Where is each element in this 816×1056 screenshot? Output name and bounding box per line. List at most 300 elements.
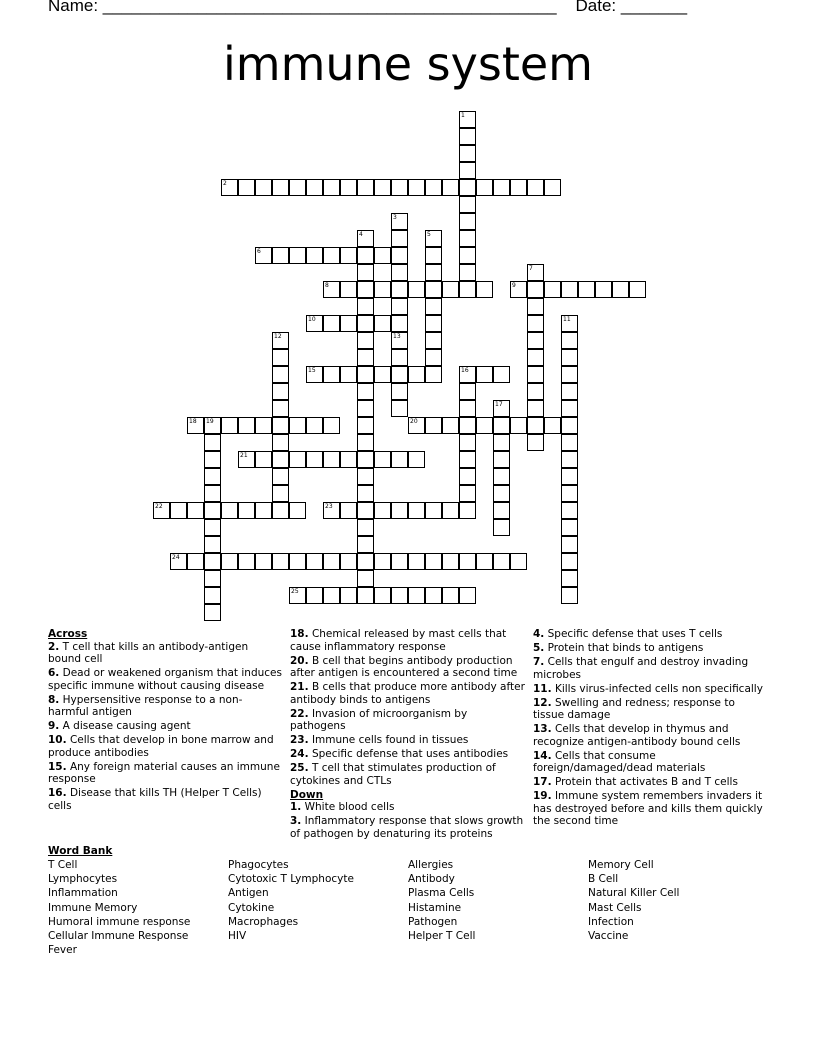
grid-cell[interactable] [357, 434, 374, 451]
grid-cell[interactable] [459, 179, 476, 196]
grid-cell[interactable] [357, 451, 374, 468]
grid-cell[interactable] [272, 434, 289, 451]
grid-cell[interactable] [442, 502, 459, 519]
grid-cell[interactable] [340, 451, 357, 468]
clue-number: 22. [290, 707, 309, 720]
grid-cell[interactable] [187, 417, 204, 434]
across-clue [48, 761, 283, 786]
grid-cell[interactable] [306, 315, 323, 332]
clue-text: Protein that activates B and T cells [551, 776, 738, 788]
grid-cell[interactable] [425, 264, 442, 281]
grid-cell[interactable] [459, 264, 476, 281]
page-title: immune system [223, 37, 593, 91]
word-bank-entry: Inflammation [48, 887, 118, 900]
grid-cell[interactable] [272, 383, 289, 400]
grid-cell[interactable] [561, 570, 578, 587]
across-clue [290, 628, 525, 653]
clue-number: 15 [308, 367, 316, 374]
grid-cell[interactable] [476, 553, 493, 570]
grid-cell[interactable] [408, 451, 425, 468]
grid-cell[interactable] [442, 179, 459, 196]
grid-cell[interactable] [493, 400, 510, 417]
grid-cell[interactable] [357, 536, 374, 553]
grid-cell[interactable] [493, 485, 510, 502]
grid-cell[interactable] [442, 417, 459, 434]
grid-cell[interactable] [340, 502, 357, 519]
clues-column-1 [48, 628, 283, 814]
grid-cell[interactable] [527, 264, 544, 281]
grid-cell[interactable] [442, 587, 459, 604]
grid-cell[interactable] [306, 553, 323, 570]
across-clue [290, 734, 525, 747]
clue-text: Protein that binds to antigens [544, 642, 704, 654]
grid-cell[interactable] [391, 247, 408, 264]
grid-cell[interactable] [425, 502, 442, 519]
grid-cell[interactable] [527, 332, 544, 349]
grid-cell[interactable] [425, 417, 442, 434]
down-clue [533, 697, 768, 722]
grid-cell[interactable] [255, 417, 272, 434]
grid-cell[interactable] [425, 298, 442, 315]
grid-cell[interactable] [289, 587, 306, 604]
grid-cell[interactable] [561, 553, 578, 570]
grid-cell[interactable] [459, 502, 476, 519]
grid-cell[interactable] [561, 519, 578, 536]
grid-cell[interactable] [561, 468, 578, 485]
grid-cell[interactable] [425, 315, 442, 332]
grid-cell[interactable] [391, 400, 408, 417]
grid-cell[interactable] [357, 179, 374, 196]
grid-cell[interactable] [425, 247, 442, 264]
grid-cell[interactable] [357, 502, 374, 519]
grid-cell[interactable] [306, 417, 323, 434]
clue-number: 23. [290, 734, 309, 746]
grid-cell[interactable] [340, 281, 357, 298]
clue-text: Hypersensitive response to a non-harmful antigen [48, 693, 243, 718]
down-clue [533, 628, 768, 641]
grid-cell[interactable] [357, 417, 374, 434]
across-clue [290, 708, 525, 733]
grid-cell[interactable] [204, 587, 221, 604]
grid-cell[interactable] [340, 553, 357, 570]
clue-text: B cells that produce more antibody after antibody binds to antigens [290, 681, 525, 706]
grid-cell[interactable] [493, 434, 510, 451]
grid-cell[interactable] [391, 502, 408, 519]
grid-cell[interactable] [204, 604, 221, 621]
clue-number: 8 [325, 282, 329, 289]
word-bank-entry: Mast Cells [588, 901, 642, 914]
across-heading: Across [48, 628, 88, 640]
down-clue [533, 750, 768, 775]
grid-cell[interactable] [459, 587, 476, 604]
grid-cell[interactable] [527, 315, 544, 332]
grid-cell[interactable] [476, 179, 493, 196]
grid-cell[interactable] [459, 230, 476, 247]
clue-number: 21. [290, 681, 309, 693]
clue-text: Cells that engulf and destroy invading microbes [533, 656, 749, 681]
clue-number: 23 [325, 503, 333, 510]
clue-number: 1. [290, 801, 302, 813]
grid-cell[interactable] [391, 553, 408, 570]
word-bank-entry: Natural Killer Cell [588, 887, 680, 900]
grid-cell[interactable] [442, 281, 459, 298]
clue-number: 17 [495, 401, 503, 408]
grid-cell[interactable] [221, 553, 238, 570]
clue-text: Specific defense that uses antibodies [308, 748, 509, 760]
grid-cell[interactable] [170, 553, 187, 570]
grid-cell[interactable] [561, 383, 578, 400]
grid-cell[interactable] [425, 281, 442, 298]
grid-cell[interactable] [510, 553, 527, 570]
grid-cell[interactable] [221, 417, 238, 434]
grid-cell[interactable] [595, 281, 612, 298]
grid-cell[interactable] [323, 281, 340, 298]
clue-number: 7 [529, 265, 533, 272]
grid-cell[interactable] [459, 145, 476, 162]
clue-text: Any foreign material causes an immune response [48, 760, 280, 785]
grid-cell[interactable] [476, 417, 493, 434]
grid-cell[interactable] [255, 247, 272, 264]
word-bank-entry: HIV [228, 930, 247, 943]
grid-cell[interactable] [255, 553, 272, 570]
grid-cell[interactable] [527, 179, 544, 196]
grid-cell[interactable] [527, 281, 544, 298]
grid-cell[interactable] [272, 400, 289, 417]
grid-cell[interactable] [238, 417, 255, 434]
clue-number: 10 [308, 316, 316, 323]
grid-cell[interactable] [459, 162, 476, 179]
grid-cell[interactable] [272, 247, 289, 264]
grid-cell[interactable] [340, 247, 357, 264]
grid-cell[interactable] [544, 179, 561, 196]
grid-cell[interactable] [510, 281, 527, 298]
grid-cell[interactable] [425, 553, 442, 570]
grid-cell[interactable] [323, 553, 340, 570]
grid-cell[interactable] [272, 417, 289, 434]
grid-cell[interactable] [153, 502, 170, 519]
grid-cell[interactable] [391, 281, 408, 298]
grid-cell[interactable] [204, 570, 221, 587]
grid-cell[interactable] [578, 281, 595, 298]
grid-cell[interactable] [408, 502, 425, 519]
down-clue [533, 683, 768, 696]
grid-cell[interactable] [204, 434, 221, 451]
grid-cell[interactable] [459, 196, 476, 213]
grid-cell[interactable] [357, 553, 374, 570]
clue-number: 20 [410, 418, 418, 425]
grid-cell[interactable] [221, 179, 238, 196]
clue-number: 4 [359, 231, 363, 238]
down-clue [533, 723, 768, 748]
grid-cell[interactable] [459, 128, 476, 145]
grid-cell[interactable] [425, 179, 442, 196]
grid-cell[interactable] [323, 451, 340, 468]
grid-cell[interactable] [374, 366, 391, 383]
grid-cell[interactable] [527, 298, 544, 315]
grid-cell[interactable] [204, 519, 221, 536]
grid-cell[interactable] [527, 400, 544, 417]
down-clue [533, 642, 768, 655]
grid-cell[interactable] [272, 502, 289, 519]
grid-cell[interactable] [425, 230, 442, 247]
clue-text: White blood cells [301, 801, 395, 813]
word-bank-entry: Cytotoxic T Lymphocyte [228, 873, 354, 886]
grid-cell[interactable] [476, 281, 493, 298]
grid-cell[interactable] [357, 485, 374, 502]
grid-cell[interactable] [612, 281, 629, 298]
grid-cell[interactable] [561, 485, 578, 502]
grid-cell[interactable] [459, 383, 476, 400]
grid-cell[interactable] [238, 179, 255, 196]
grid-cell[interactable] [374, 553, 391, 570]
grid-cell[interactable] [527, 383, 544, 400]
grid-cell[interactable] [408, 417, 425, 434]
grid-cell[interactable] [391, 315, 408, 332]
grid-cell[interactable] [391, 213, 408, 230]
grid-cell[interactable] [493, 417, 510, 434]
grid-cell[interactable] [357, 400, 374, 417]
clue-text: T cell that kills an antibody-antigen bound cell [48, 640, 249, 665]
word-bank-heading: Word Bank [48, 845, 113, 857]
grid-cell[interactable] [272, 349, 289, 366]
grid-cell[interactable] [204, 502, 221, 519]
grid-cell[interactable] [391, 451, 408, 468]
grid-cell[interactable] [527, 417, 544, 434]
down-clue [533, 776, 768, 789]
grid-cell[interactable] [289, 247, 306, 264]
clue-number: 15. [48, 760, 67, 773]
grid-cell[interactable] [323, 587, 340, 604]
grid-cell[interactable] [459, 434, 476, 451]
grid-cell[interactable] [391, 332, 408, 349]
grid-cell[interactable] [391, 366, 408, 383]
grid-cell[interactable] [170, 502, 187, 519]
grid-cell[interactable] [357, 366, 374, 383]
clue-number: 16. [48, 787, 67, 799]
grid-cell[interactable] [561, 417, 578, 434]
word-bank-entry: Vaccine [588, 930, 629, 943]
grid-cell[interactable] [561, 349, 578, 366]
grid-cell[interactable] [306, 247, 323, 264]
grid-cell[interactable] [442, 553, 459, 570]
clue-number: 25. [290, 762, 309, 774]
grid-cell[interactable] [391, 179, 408, 196]
clue-text: Dead or weakened organism that induces specific immune without causing disease [48, 667, 282, 692]
grid-cell[interactable] [357, 332, 374, 349]
word-bank-entry: Antigen [228, 887, 269, 900]
grid-cell[interactable] [459, 417, 476, 434]
grid-cell[interactable] [493, 502, 510, 519]
clue-number: 12 [274, 333, 282, 340]
grid-cell[interactable] [340, 366, 357, 383]
grid-cell[interactable] [544, 281, 561, 298]
grid-cell[interactable] [374, 451, 391, 468]
grid-cell[interactable] [391, 587, 408, 604]
grid-cell[interactable] [391, 383, 408, 400]
clue-text: A disease causing agent [59, 720, 191, 732]
across-clue [48, 641, 283, 666]
clue-number: 22 [155, 503, 163, 510]
grid-cell[interactable] [357, 247, 374, 264]
grid-cell[interactable] [187, 502, 204, 519]
grid-cell[interactable] [527, 434, 544, 451]
grid-cell[interactable] [255, 451, 272, 468]
grid-cell[interactable] [527, 349, 544, 366]
grid-cell[interactable] [425, 587, 442, 604]
grid-cell[interactable] [357, 230, 374, 247]
grid-cell[interactable] [493, 451, 510, 468]
grid-cell[interactable] [272, 485, 289, 502]
grid-cell[interactable] [238, 502, 255, 519]
grid-cell[interactable] [408, 366, 425, 383]
grid-cell[interactable] [374, 247, 391, 264]
grid-cell[interactable] [238, 553, 255, 570]
clue-text: Kills virus-infected cells non specifically [551, 682, 763, 695]
grid-cell[interactable] [357, 570, 374, 587]
grid-cell[interactable] [459, 281, 476, 298]
word-bank-column [588, 858, 679, 943]
grid-cell[interactable] [306, 451, 323, 468]
grid-cell[interactable] [340, 315, 357, 332]
grid-cell[interactable] [493, 468, 510, 485]
grid-cell[interactable] [272, 179, 289, 196]
grid-cell[interactable] [527, 366, 544, 383]
across-clue [290, 681, 525, 706]
grid-cell[interactable] [459, 366, 476, 383]
grid-cell[interactable] [323, 315, 340, 332]
grid-cell[interactable] [561, 502, 578, 519]
grid-cell[interactable] [459, 485, 476, 502]
grid-cell[interactable] [408, 553, 425, 570]
grid-cell[interactable] [493, 519, 510, 536]
grid-cell[interactable] [357, 315, 374, 332]
grid-cell[interactable] [289, 417, 306, 434]
grid-cell[interactable] [425, 332, 442, 349]
name-date-line: Name: ________________________________________________ Date: _______ [48, 0, 688, 15]
grid-cell[interactable] [544, 417, 561, 434]
clue-text: Invasion of microorganism by pathogens [290, 707, 468, 732]
grid-cell[interactable] [391, 349, 408, 366]
grid-cell[interactable] [493, 366, 510, 383]
grid-cell[interactable] [374, 315, 391, 332]
grid-cell[interactable] [629, 281, 646, 298]
clue-text: Immune system remembers invaders it has destroyed before and kills them quickly the second time [533, 790, 763, 827]
grid-cell[interactable] [374, 587, 391, 604]
grid-cell[interactable] [459, 553, 476, 570]
clue-number: 21 [240, 452, 248, 459]
grid-cell[interactable] [272, 332, 289, 349]
word-bank-column [48, 858, 190, 957]
grid-cell[interactable] [374, 281, 391, 298]
grid-cell[interactable] [272, 451, 289, 468]
grid-cell[interactable] [391, 298, 408, 315]
grid-cell[interactable] [459, 213, 476, 230]
grid-cell[interactable] [204, 417, 221, 434]
clue-number: 12. [533, 696, 552, 709]
grid-cell[interactable] [272, 553, 289, 570]
grid-cell[interactable] [255, 502, 272, 519]
grid-cell[interactable] [476, 366, 493, 383]
grid-cell[interactable] [561, 536, 578, 553]
grid-cell[interactable] [391, 230, 408, 247]
grid-cell[interactable] [510, 179, 527, 196]
grid-cell[interactable] [357, 587, 374, 604]
grid-cell[interactable] [306, 179, 323, 196]
grid-cell[interactable] [425, 366, 442, 383]
grid-cell[interactable] [357, 264, 374, 281]
grid-cell[interactable] [204, 485, 221, 502]
grid-cell[interactable] [561, 332, 578, 349]
grid-cell[interactable] [357, 383, 374, 400]
grid-cell[interactable] [561, 451, 578, 468]
grid-cell[interactable] [459, 451, 476, 468]
grid-cell[interactable] [255, 179, 272, 196]
grid-cell[interactable] [459, 247, 476, 264]
grid-cell[interactable] [306, 587, 323, 604]
grid-cell[interactable] [323, 366, 340, 383]
grid-cell[interactable] [323, 502, 340, 519]
grid-cell[interactable] [340, 587, 357, 604]
across-clue [290, 762, 525, 787]
clue-text: Specific defense that uses T cells [544, 628, 723, 640]
grid-cell[interactable] [425, 349, 442, 366]
grid-cell[interactable] [561, 587, 578, 604]
grid-cell[interactable] [204, 468, 221, 485]
grid-cell[interactable] [272, 366, 289, 383]
grid-cell[interactable] [357, 519, 374, 536]
grid-cell[interactable] [323, 417, 340, 434]
grid-cell[interactable] [493, 179, 510, 196]
grid-cell[interactable] [561, 281, 578, 298]
grid-cell[interactable] [204, 553, 221, 570]
grid-cell[interactable] [357, 281, 374, 298]
grid-cell[interactable] [238, 451, 255, 468]
grid-cell[interactable] [289, 179, 306, 196]
grid-cell[interactable] [357, 468, 374, 485]
grid-cell[interactable] [561, 400, 578, 417]
grid-cell[interactable] [561, 434, 578, 451]
grid-cell[interactable] [289, 502, 306, 519]
grid-cell[interactable] [357, 298, 374, 315]
grid-cell[interactable] [204, 451, 221, 468]
grid-cell[interactable] [357, 349, 374, 366]
grid-cell[interactable] [459, 111, 476, 128]
grid-cell[interactable] [459, 400, 476, 417]
grid-cell[interactable] [272, 468, 289, 485]
grid-cell[interactable] [289, 553, 306, 570]
clue-number: 11. [533, 682, 552, 695]
grid-cell[interactable] [289, 451, 306, 468]
grid-cell[interactable] [510, 417, 527, 434]
grid-cell[interactable] [561, 315, 578, 332]
grid-cell[interactable] [493, 553, 510, 570]
grid-cell[interactable] [187, 553, 204, 570]
grid-cell[interactable] [374, 179, 391, 196]
grid-cell[interactable] [221, 502, 238, 519]
grid-cell[interactable] [561, 366, 578, 383]
grid-cell[interactable] [323, 179, 340, 196]
grid-cell[interactable] [323, 247, 340, 264]
grid-cell[interactable] [306, 366, 323, 383]
grid-cell[interactable] [391, 264, 408, 281]
grid-cell[interactable] [408, 179, 425, 196]
grid-cell[interactable] [459, 468, 476, 485]
grid-cell[interactable] [204, 536, 221, 553]
grid-cell[interactable] [374, 502, 391, 519]
grid-cell[interactable] [340, 179, 357, 196]
grid-cell[interactable] [408, 587, 425, 604]
grid-cell[interactable] [408, 281, 425, 298]
